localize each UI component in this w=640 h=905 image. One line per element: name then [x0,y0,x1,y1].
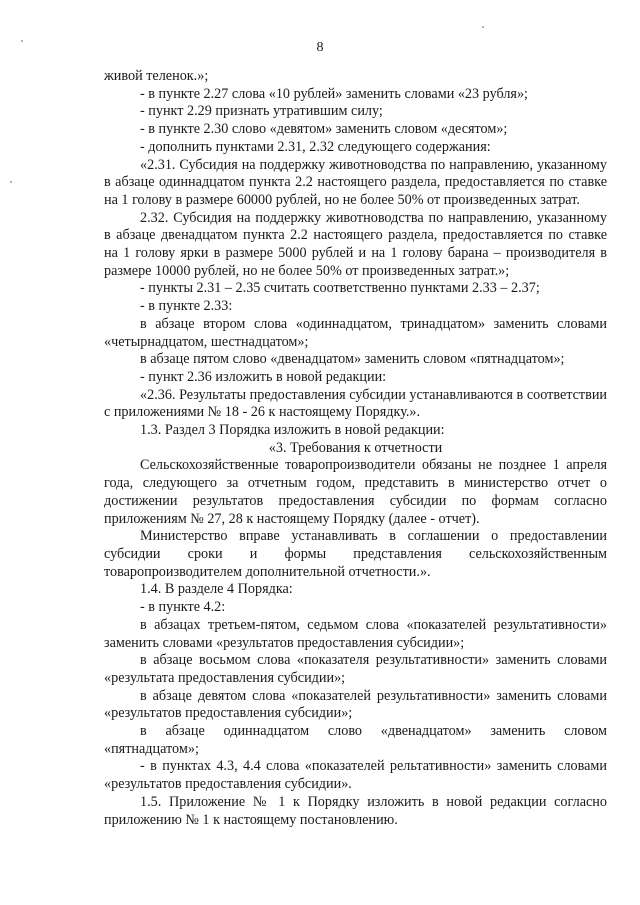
page-number: 8 [316,40,324,55]
scan-speck [10,181,12,183]
paragraph: Сельскохозяйственные товаропроизводители обязаны не позднее 1 апреля года, следующего за отчетным годом, представить в министерство отчет о достижении результатов предоставления субсидии по формам согласно приложениям № 27, 28 к настоящему Порядку (далее - отчет). [104,457,607,527]
paragraph: 1.3. Раздел 3 Порядка изложить в новой редакции: [140,422,445,439]
paragraph: - в пунктах 4.3, 4.4 слова «показателей рельтативности» заменить словами «результатов предоставления субсидии». [104,758,607,793]
section-heading: «3. Требования к отчетности [268,439,443,456]
paragraph: - в пункте 2.27 слова «10 рублей» заменить словами «23 рубля»; [140,85,528,102]
paragraph: - в пункте 4.2: [140,599,226,616]
scan-speck [482,26,484,28]
paragraph: - пункт 2.29 признать утратившим силу; [140,103,383,120]
paragraph: Министерство вправе устанавливать в соглашении о предоставлении субсидии сроки и формы представления сельскохозяйственным товаропроизводителем дополнительной отчетности.». [104,528,607,580]
paragraph: в абзаце восьмом слова «показателя результативности» заменить словами «результата предоставления субсидии»; [104,652,607,686]
paragraph: - пункты 2.31 – 2.35 считать соответственно пунктами 2.33 – 2.37; [140,280,540,297]
document-body [104,68,607,829]
paragraph: - в пункте 2.33: [140,298,233,315]
paragraph: «2.31. Субсидия на поддержку животноводства по направлению, указанному в абзаце одиннадцатом пункта 2.2 настоящего раздела, предоставляется по ставке на 1 голову в размере 60000 рублей, но не более 50% от произведенных затрат. [104,156,607,208]
paragraph: в абзаце втором слова «одиннадцатом, тринадцатом» заменить словами «четырнадцатом, шестнадцатом»; [104,315,607,350]
paragraph: в абзаце пятом слово «двенадцатом» заменить словом «пятнадцатом»; [140,351,565,368]
paragraph: - дополнить пунктами 2.31, 2.32 следующего содержания: [140,138,491,155]
paragraph: живой теленок.»; [104,68,209,84]
paragraph: «2.36. Результаты предоставления субсидии устанавливаются в соответствии с приложениями № 18 - 26 к настоящему Порядку.». [104,386,607,421]
paragraph: в абзаце одиннадцатом слово «двенадцатом» заменить словом «пятнадцатом»; [104,723,607,757]
paragraph: в абзацах третьем-пятом, седьмом слова «показателей результативности» заменить словами «результатов предоставления субсидии»; [104,616,607,651]
paragraph: в абзаце девятом слова «показателей результативности» заменить словами «результатов предоставления субсидии»; [104,687,607,722]
paragraph: - пункт 2.36 изложить в новой редакции: [140,368,387,385]
paragraph: 1.4. В разделе 4 Порядка: [140,581,293,598]
paragraph: 2.32. Субсидия на поддержку животноводства по направлению, указанному в абзаце двенадцатом пункта 2.2 настоящего раздела, предоставляется по ставке на 1 голову ярки в размере 5000 рублей и на 1 голову барана – производителя в размере 10000 рублей, но не более 50% от произведенных затрат.»; [104,209,607,279]
paragraph: 1.5. Приложение № 1 к Порядку изложить в новой редакции согласно приложению № 1 к настоящему постановлению. [104,793,607,828]
paragraph: - в пункте 2.30 слово «девятом» заменить словом «десятом»; [140,121,508,138]
